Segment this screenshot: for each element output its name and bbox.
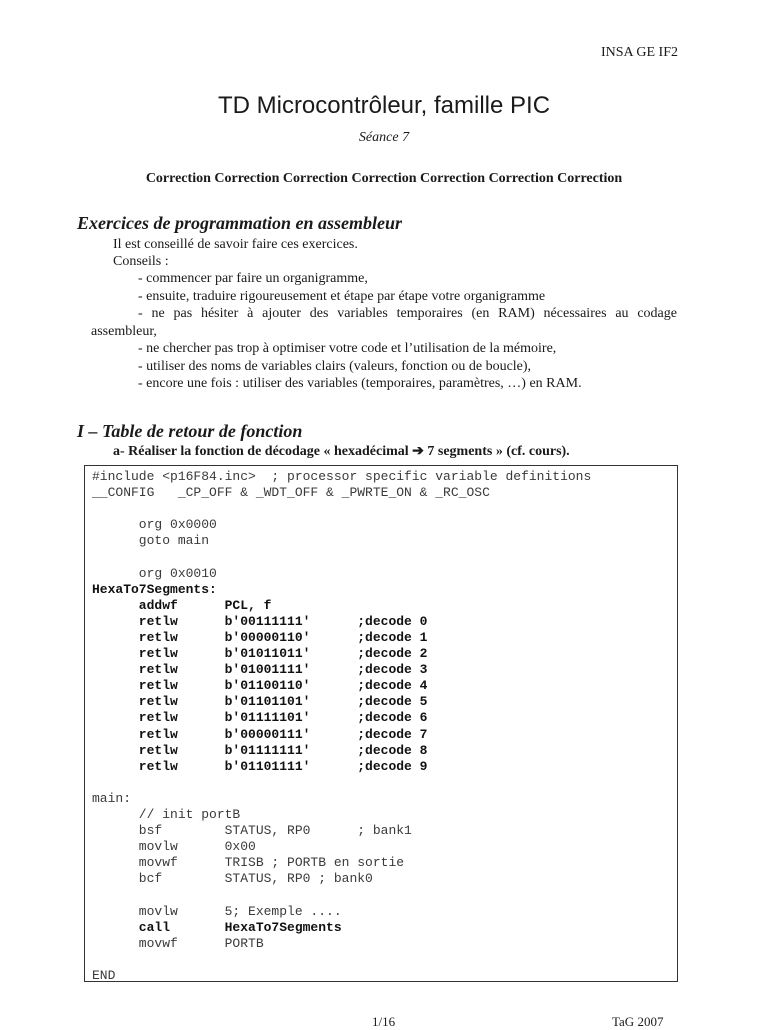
correction-banner: Correction Correction Correction Correction Correction Correction Correction — [145, 171, 623, 186]
section-heading: I – Table de retour de fonction — [77, 421, 303, 441]
code-line: goto main — [92, 533, 210, 549]
code-line: movlw 0x00 — [92, 839, 256, 855]
code-line — [92, 549, 591, 565]
code-line: main: — [92, 790, 132, 806]
code-line: org 0x0010 — [92, 565, 217, 581]
code-line: HexaTo7Segments: — [92, 581, 217, 597]
document-title: TD Microcontrôleur, famille PIC — [217, 92, 551, 119]
code-line: retlw b'01101111' ;decode 9 — [92, 758, 428, 774]
advice-item: - ne pas hésiter à ajouter des variables temporaires (en RAM) nécessaires au codage assembleur, — [91, 306, 677, 339]
code-line: bcf STATUS, RP0 ; bank0 — [92, 871, 373, 887]
code-line: retlw b'01011011' ;decode 2 — [92, 646, 428, 662]
code-line: retlw b'01111111' ;decode 8 — [92, 742, 428, 758]
advice-item: - ne chercher pas trop à optimiser votre code et l’utilisation de la mémoire, — [138, 341, 557, 356]
advice-item: - encore une fois : utiliser des variables (temporaires, paramètres, …) en RAM. — [138, 376, 582, 391]
code-line: // init portB — [92, 806, 241, 822]
footer-author: TaG 2007 — [612, 1014, 664, 1029]
code-line: addwf PCL, f — [92, 597, 272, 613]
code-line: bsf STATUS, RP0 ; bank1 — [92, 823, 412, 839]
page-number: 1/16 — [372, 1014, 396, 1029]
exercises-intro — [113, 236, 358, 270]
code-line: retlw b'01001111' ;decode 3 — [92, 662, 428, 678]
code-line: retlw b'01111101' ;decode 6 — [92, 710, 428, 726]
section-subheading: a- Réaliser la fonction de décodage « hexadécimal ➔ 7 segments » (cf. cours). — [113, 444, 570, 459]
code-line: movlw 5; Exemple .... — [92, 903, 342, 919]
advice-item: - utiliser des noms de variables clairs (valeurs, fonction ou de boucle), — [138, 358, 532, 374]
advice-label: Conseils : — [113, 254, 169, 269]
code-line — [92, 887, 591, 903]
advice-item: - commencer par faire un organigramme, — [138, 271, 368, 286]
intro-text: Il est conseillé de savoir faire ces exercices. — [113, 237, 358, 252]
code-line: __CONFIG _CP_OFF & _WDT_OFF & _PWRTE_ON & _RC_OSC — [92, 485, 490, 501]
code-line — [92, 775, 591, 791]
code-line: retlw b'00111111' ;decode 0 — [92, 613, 428, 629]
advice-list — [91, 270, 677, 393]
header-course-label: INSA GE IF2 — [600, 45, 678, 60]
code-line — [92, 501, 591, 517]
code-listing — [92, 469, 591, 984]
code-listing-box — [84, 465, 678, 982]
code-line: retlw b'00000111' ;decode 7 — [92, 726, 428, 742]
code-line: #include <p16F84.inc> ; processor specific variable definitions — [92, 469, 592, 484]
code-line: movwf TRISB ; PORTB en sortie — [92, 855, 405, 871]
code-line: org 0x0000 — [92, 517, 217, 533]
code-line: movwf PORTB — [92, 935, 264, 951]
code-line: retlw b'01100110' ;decode 4 — [92, 678, 428, 694]
exercises-heading: Exercices de programmation en assembleur — [77, 213, 402, 233]
code-line: retlw b'01101101' ;decode 5 — [92, 694, 428, 710]
code-line: call HexaTo7Segments — [92, 919, 342, 935]
session-label: Séance 7 — [358, 130, 410, 145]
code-line — [92, 952, 591, 968]
code-line: END — [92, 967, 116, 983]
advice-item: - ensuite, traduire rigoureusement et étape par étape votre organigramme — [138, 288, 546, 304]
code-line: retlw b'00000110' ;decode 1 — [92, 629, 428, 645]
